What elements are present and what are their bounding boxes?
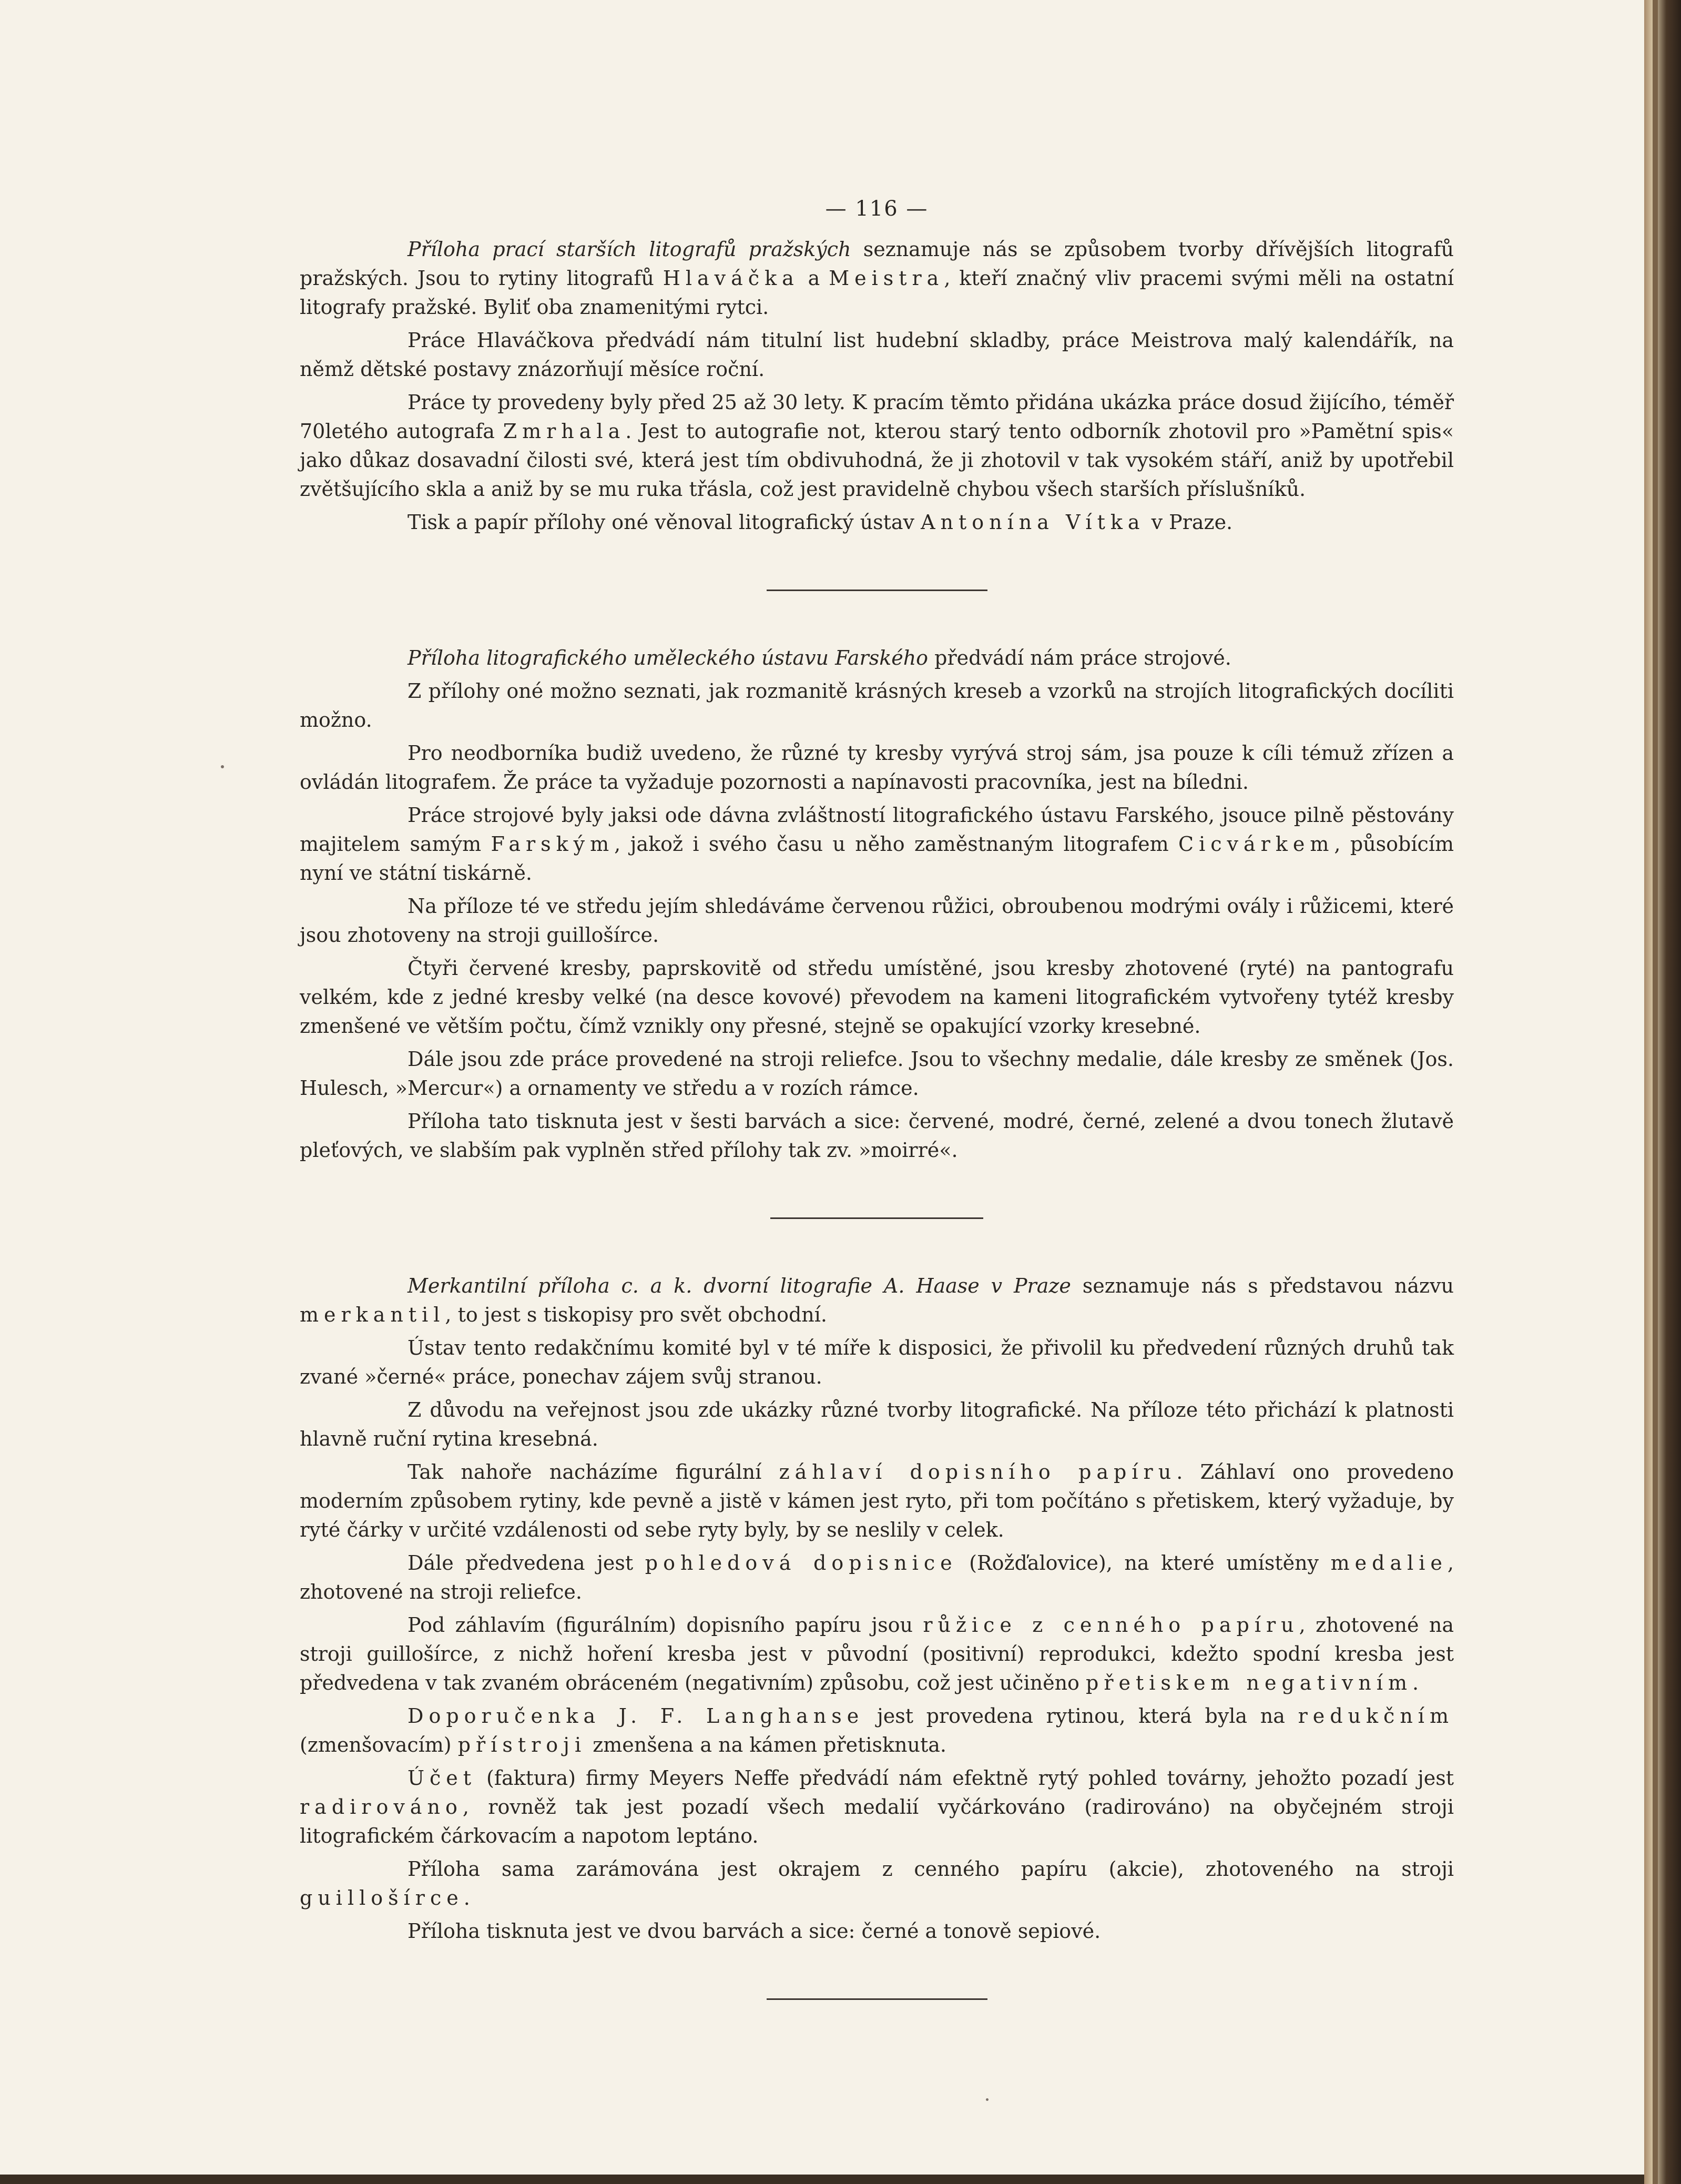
article-body — [300, 235, 1454, 2000]
text-run: (Rožďalovice), na které umístěny — [957, 1551, 1331, 1574]
text-run: Pro neodborníka budiž uvedeno, že různé ty kresby vyrývá stroj sám, jsa pouze k cíli témuž zřízen a ovládán litografem. Že práce ta vyžaduje pozornosti a napínavosti pracovníka, jest na bíledni. — [300, 741, 1454, 794]
text-run: , zhotovené na stroji reliefce. — [300, 1551, 1454, 1603]
spaced-emphasis: Farským — [491, 832, 615, 856]
text-run: zmenšena a na kámen přetisknuta. — [586, 1733, 946, 1756]
text-run: Na příloze té ve středu jejím shledáváme červenou růžici, obroubenou modrými ovály i růžicemi, které jsou zhotoveny na stroji guillošírce. — [300, 895, 1454, 947]
paragraph — [300, 644, 1454, 673]
paragraph — [300, 1045, 1454, 1103]
paragraph — [300, 954, 1454, 1041]
page-bottom-border — [0, 2175, 1644, 2184]
paragraph — [300, 235, 1454, 322]
paragraph — [300, 677, 1454, 735]
text-run: . Záhlaví ono provedeno moderním způsobem rytiny, kde pevně a jistě v kámen jest ryto, při tom počítáno s přetiskem, který vyžaduje, by ryté čárky v určité vzdálenosti od sebe ryty byly, by se neslily v celek. — [300, 1460, 1454, 1541]
section-divider — [767, 590, 987, 591]
text-run: Z přílohy oné možno seznati, jak rozmanitě krásných kreseb a vzorků na strojích litografických docíliti možno. — [300, 679, 1454, 732]
spaced-emphasis: záhlaví dopisního papíru — [779, 1460, 1177, 1484]
paper-speck — [986, 2098, 989, 2101]
spaced-emphasis: Účet — [407, 1766, 477, 1790]
paragraph — [300, 326, 1454, 384]
text-run: seznamuje nás se způsobem tvorby dřívějších litografů pražských. Jsou to rytiny litografů — [300, 238, 1454, 290]
spaced-emphasis: Doporučenka J. F. Langhanse — [407, 1704, 864, 1728]
spaced-emphasis: Meistra — [829, 267, 944, 290]
paragraph — [300, 1396, 1454, 1454]
section-divider — [770, 1217, 983, 1219]
text-run: Dále předvedena jest — [407, 1551, 645, 1574]
paragraph — [300, 1855, 1454, 1913]
text-run: , jakož i svého času u něho zaměstnaným litografem — [614, 832, 1179, 856]
spaced-emphasis: merkantil — [300, 1303, 445, 1326]
paragraph — [300, 1549, 1454, 1607]
paragraph — [300, 1334, 1454, 1391]
paragraph — [300, 1917, 1454, 1946]
spaced-emphasis: radirováno — [300, 1795, 463, 1819]
paragraph — [300, 1458, 1454, 1545]
text-run: . Jest to autografie not, kterou starý tento odborník zhotovil pro »Pamětní spis« jako důkaz dosavadní čilosti své, která jest tím obdivuhodná, že ji zhotovil v tak vysokém stáří, aniž by upotřebil zvětšujícího skla a aniž by se mu ruka třásla, což jest pravidelně chybou všech starších příslušníků. — [300, 420, 1454, 501]
text-run: Tisk a papír přílohy oné věnoval litografický ústav — [407, 511, 921, 534]
text-run: Práce Hlaváčkova předvádí nám titulní list hudební skladby, práce Meistrova malý kalendářík, na němž dětské postavy znázorňují měsíce roční. — [300, 329, 1454, 381]
text-run: Příloha tato tisknuta jest v šesti barvách a sice: červené, modré, černé, zelené a dvou tonech žlutavě pleťových, ve slabším pak vyplněn střed přílohy tak zv. »moirré«. — [300, 1110, 1454, 1162]
spaced-emphasis: medalie — [1330, 1551, 1448, 1574]
article-section — [300, 235, 1454, 537]
text-run: Tak nahoře nacházíme figurální — [407, 1460, 779, 1484]
paper-speck — [221, 765, 224, 768]
text-run: , zhotovené na stroji guillošírce, z nichž hoření kresba jest v původní (positivní) reprodukci, kdežto spodní kresba jest předvedena v tak zvaném obráceném (negativním) způsobu, což jest učiněno — [300, 1613, 1454, 1694]
text-run: , působícím nyní ve státní tiskárně. — [300, 832, 1454, 885]
attachment-title: Příloha prací starších litografů pražských — [407, 238, 851, 261]
spaced-emphasis: Zmrhala — [503, 420, 626, 443]
section-divider — [767, 1998, 987, 2000]
book-spine-edge — [1644, 0, 1681, 2184]
spaced-emphasis: pohledová dopisnice — [645, 1551, 957, 1574]
text-run: Pod záhlavím (figurálním) dopisního papíru jsou — [407, 1613, 923, 1637]
spaced-emphasis: přetiskem negativním — [1086, 1671, 1413, 1694]
text-run: , to jest s tiskopisy pro svět obchodní. — [445, 1303, 827, 1326]
text-run: Práce strojové byly jaksi ode dávna zvláštností litografického ústavu Farského, jsouce pilně pěstovány majitelem samým — [300, 804, 1454, 856]
paragraph — [300, 1611, 1454, 1698]
attachment-title: Merkantilní příloha c. a k. dvorní litografie A. Haase v Praze — [407, 1274, 1071, 1297]
spaced-emphasis: přístroji — [457, 1733, 587, 1756]
paragraph — [300, 892, 1454, 950]
text-run: (zmenšovacím) — [300, 1733, 458, 1756]
text-run: Čtyři červené kresby, paprskovitě od středu umístěné, jsou kresby zhotovené (ryté) na pantografu velkém, kde z jedné kresby velké (na desce kovové) převodem na kameni litografickém vytvořeny tytéž kresby zmenšené ve větším počtu, čímž vznikly ony přesné, stejně se opakující vzorky kresebné. — [300, 957, 1454, 1038]
article-section — [300, 644, 1454, 1165]
text-run: , rovněž tak jest pozadí všech medalií vyčárkováno (radirováno) na obyčejném stroji litografickém čárkovacím a napotom leptáno. — [300, 1795, 1454, 1847]
paragraph — [300, 1702, 1454, 1760]
text-run: jest provedena rytinou, která byla na — [864, 1704, 1298, 1728]
spaced-emphasis: růžice z cenného papíru — [923, 1613, 1299, 1637]
paragraph — [300, 1107, 1454, 1165]
attachment-title: Příloha litografického uměleckého ústavu Farského — [407, 646, 929, 669]
text-run: v Praze. — [1145, 511, 1233, 534]
paragraph — [300, 508, 1454, 537]
article-section — [300, 1272, 1454, 1946]
spaced-emphasis: redukčním — [1298, 1704, 1454, 1728]
page-content — [300, 195, 1454, 2053]
text-run: a — [799, 267, 829, 290]
spaced-emphasis: Cicvárkem — [1178, 832, 1334, 856]
text-run: Příloha sama zarámována jest okrajem z cenného papíru (akcie), zhotoveného na stroji — [407, 1857, 1454, 1881]
spaced-emphasis: Hlaváčka — [663, 267, 799, 290]
text-run: (faktura) firmy Meyers Neffe předvádí nám efektně rytý pohled továrny, jehožto pozadí jest — [476, 1766, 1454, 1790]
paragraph — [300, 388, 1454, 504]
page-number: — 116 — — [825, 197, 929, 221]
text-run: Dále jsou zde práce provedené na stroji reliefce. Jsou to všechny medalie, dále kresby ze směnek (Jos. Hulesch, »Mercur«) a ornamenty ve středu a v rozích rámce. — [300, 1048, 1454, 1100]
text-run: . — [1412, 1671, 1419, 1694]
paragraph — [300, 1764, 1454, 1851]
paragraph — [300, 1272, 1454, 1329]
paragraph — [300, 801, 1454, 888]
text-run: seznamuje nás s představou názvu — [1071, 1274, 1454, 1297]
text-run: Z důvodu na veřejnost jsou zde ukázky různé tvorby litografické. Na příloze této přichází k platnosti hlavně ruční rytina kresebná. — [300, 1398, 1454, 1450]
text-run: Ústav tento redakčnímu komité byl v té míře k disposici, že přivolil ku předvedení různých druhů tak zvané »černé« práce, ponechav zájem svůj stranou. — [300, 1336, 1454, 1388]
text-run: předvádí nám práce strojové. — [928, 646, 1231, 669]
paragraph — [300, 739, 1454, 797]
spaced-emphasis: Antonína Vítka — [921, 511, 1145, 534]
text-run: Příloha tisknuta jest ve dvou barvách a sice: černé a tonově sepiové. — [407, 1919, 1101, 1943]
text-run: , kteří značný vliv pracemi svými měli na ostatní litografy pražské. Byliť oba znamenitými rytci. — [300, 267, 1454, 319]
spaced-emphasis: guillošírce — [300, 1886, 464, 1909]
text-run: Práce ty provedeny byly před 25 až 30 lety. K pracím těmto přidána ukázka práce dosud žijícího, téměř 70letého autografa — [300, 391, 1454, 443]
text-run: . — [463, 1886, 470, 1909]
